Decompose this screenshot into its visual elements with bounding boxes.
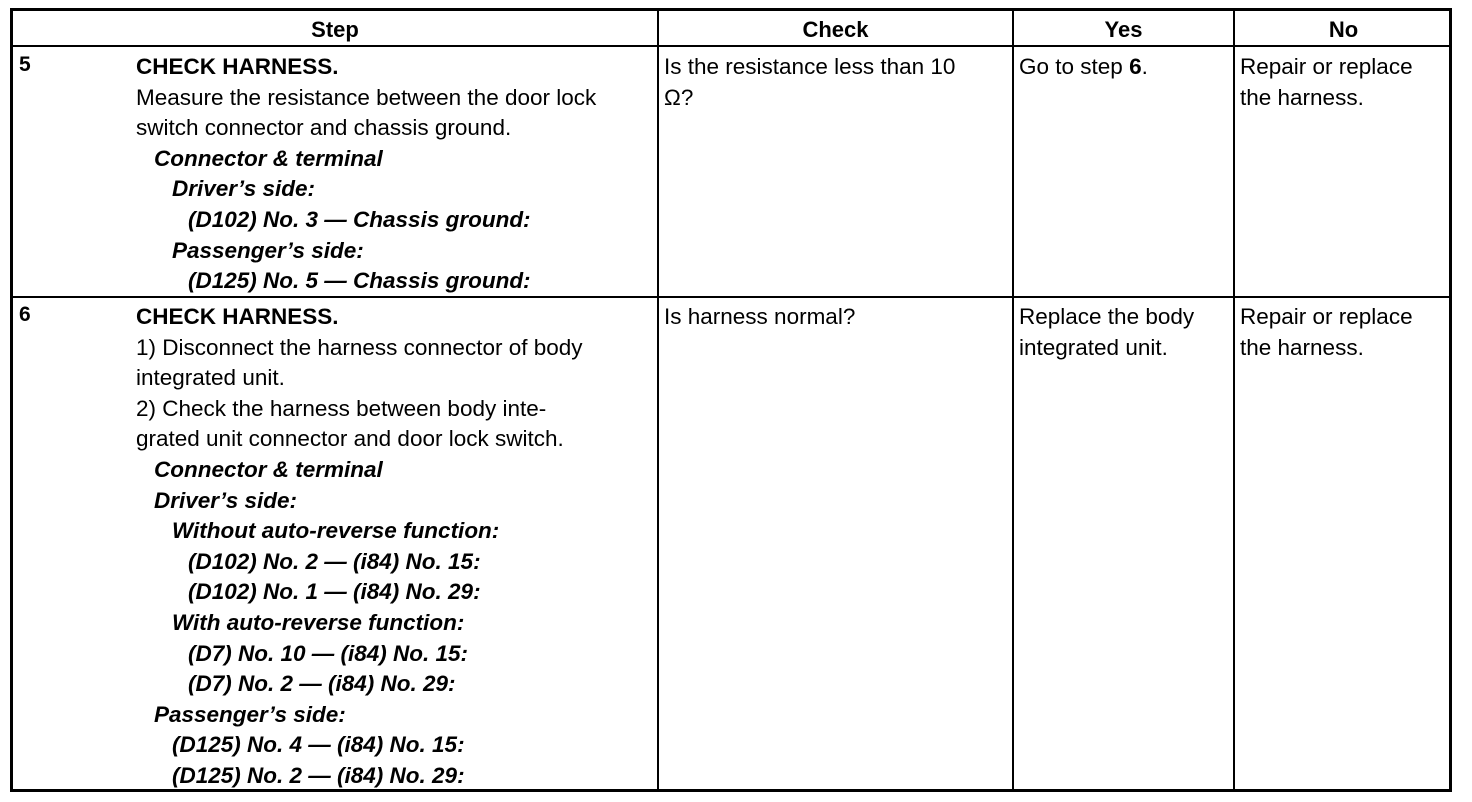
no-cell bbox=[1240, 52, 1413, 113]
check-text: Is harness normal? bbox=[664, 304, 856, 329]
with-auto-reverse-label: With auto-reverse function: bbox=[172, 609, 465, 635]
step-title: CHECK HARNESS. bbox=[136, 54, 339, 79]
check-cell bbox=[664, 302, 855, 333]
no-text: the harness. bbox=[1240, 334, 1364, 360]
passenger-side-label: Passenger’s side: bbox=[154, 701, 346, 727]
without-auto-reverse-label: Without auto-reverse function: bbox=[172, 518, 500, 544]
step-description bbox=[136, 52, 596, 297]
yes-cell bbox=[1019, 302, 1194, 363]
header-no: No bbox=[1328, 17, 1359, 42]
column-divider-yes-no bbox=[1233, 11, 1235, 789]
step-title: CHECK HARNESS. bbox=[136, 304, 339, 329]
column-divider-check-yes bbox=[1012, 11, 1014, 789]
header-step: Step bbox=[311, 17, 359, 42]
terminal-spec: (D7) No. 2 — (i84) No. 29: bbox=[188, 671, 456, 697]
check-text: Is the resistance less than 10 bbox=[664, 54, 956, 79]
yes-text: Replace the body bbox=[1019, 304, 1195, 329]
passenger-side-label: Passenger’s side: bbox=[172, 237, 364, 263]
step-text: 2) Check the harness between body inte- bbox=[136, 395, 547, 421]
no-cell bbox=[1240, 302, 1413, 363]
terminal-spec: (D125) No. 2 — (i84) No. 29: bbox=[172, 762, 465, 788]
yes-prefix: Go to step bbox=[1019, 54, 1130, 79]
yes-suffix: . bbox=[1141, 54, 1148, 79]
terminal-spec: (D125) No. 4 — (i84) No. 15: bbox=[172, 732, 465, 758]
terminal-spec: (D7) No. 10 — (i84) No. 15: bbox=[188, 640, 469, 666]
connector-terminal-heading: Connector & terminal bbox=[154, 456, 383, 482]
yes-cell bbox=[1019, 52, 1148, 83]
step-text: 1) Disconnect the harness connector of body bbox=[136, 334, 583, 360]
terminal-spec: (D102) No. 1 — (i84) No. 29: bbox=[188, 579, 481, 605]
terminal-spec: (D102) No. 2 — (i84) No. 15: bbox=[188, 548, 481, 574]
step-reference: 6 bbox=[1129, 54, 1142, 79]
yes-text bbox=[1019, 52, 1148, 83]
step-description bbox=[136, 302, 583, 792]
no-text: Repair or replace bbox=[1240, 304, 1413, 329]
header-yes: Yes bbox=[1104, 17, 1143, 42]
troubleshooting-table bbox=[10, 8, 1452, 792]
header-check: Check bbox=[802, 17, 869, 42]
no-text: the harness. bbox=[1240, 84, 1364, 110]
step-text: switch connector and chassis ground. bbox=[136, 115, 512, 141]
step-number: 6 bbox=[19, 303, 31, 326]
driver-side-label: Driver’s side: bbox=[154, 487, 297, 513]
column-divider-step-check bbox=[657, 11, 659, 789]
check-cell bbox=[664, 52, 955, 113]
step-text: grated unit connector and door lock switch. bbox=[136, 426, 564, 452]
connector-terminal-heading: Connector & terminal bbox=[154, 145, 383, 171]
terminal-spec: (D125) No. 5 — Chassis ground: bbox=[188, 268, 531, 294]
yes-text: integrated unit. bbox=[1019, 334, 1168, 360]
step-number: 5 bbox=[19, 53, 31, 76]
terminal-spec: (D102) No. 3 — Chassis ground: bbox=[188, 206, 531, 232]
check-text: Ω? bbox=[664, 84, 694, 110]
no-text: Repair or replace bbox=[1240, 54, 1413, 79]
step-text: Measure the resistance between the door lock bbox=[136, 84, 597, 110]
driver-side-label: Driver’s side: bbox=[172, 176, 315, 202]
step-text: integrated unit. bbox=[136, 365, 285, 391]
